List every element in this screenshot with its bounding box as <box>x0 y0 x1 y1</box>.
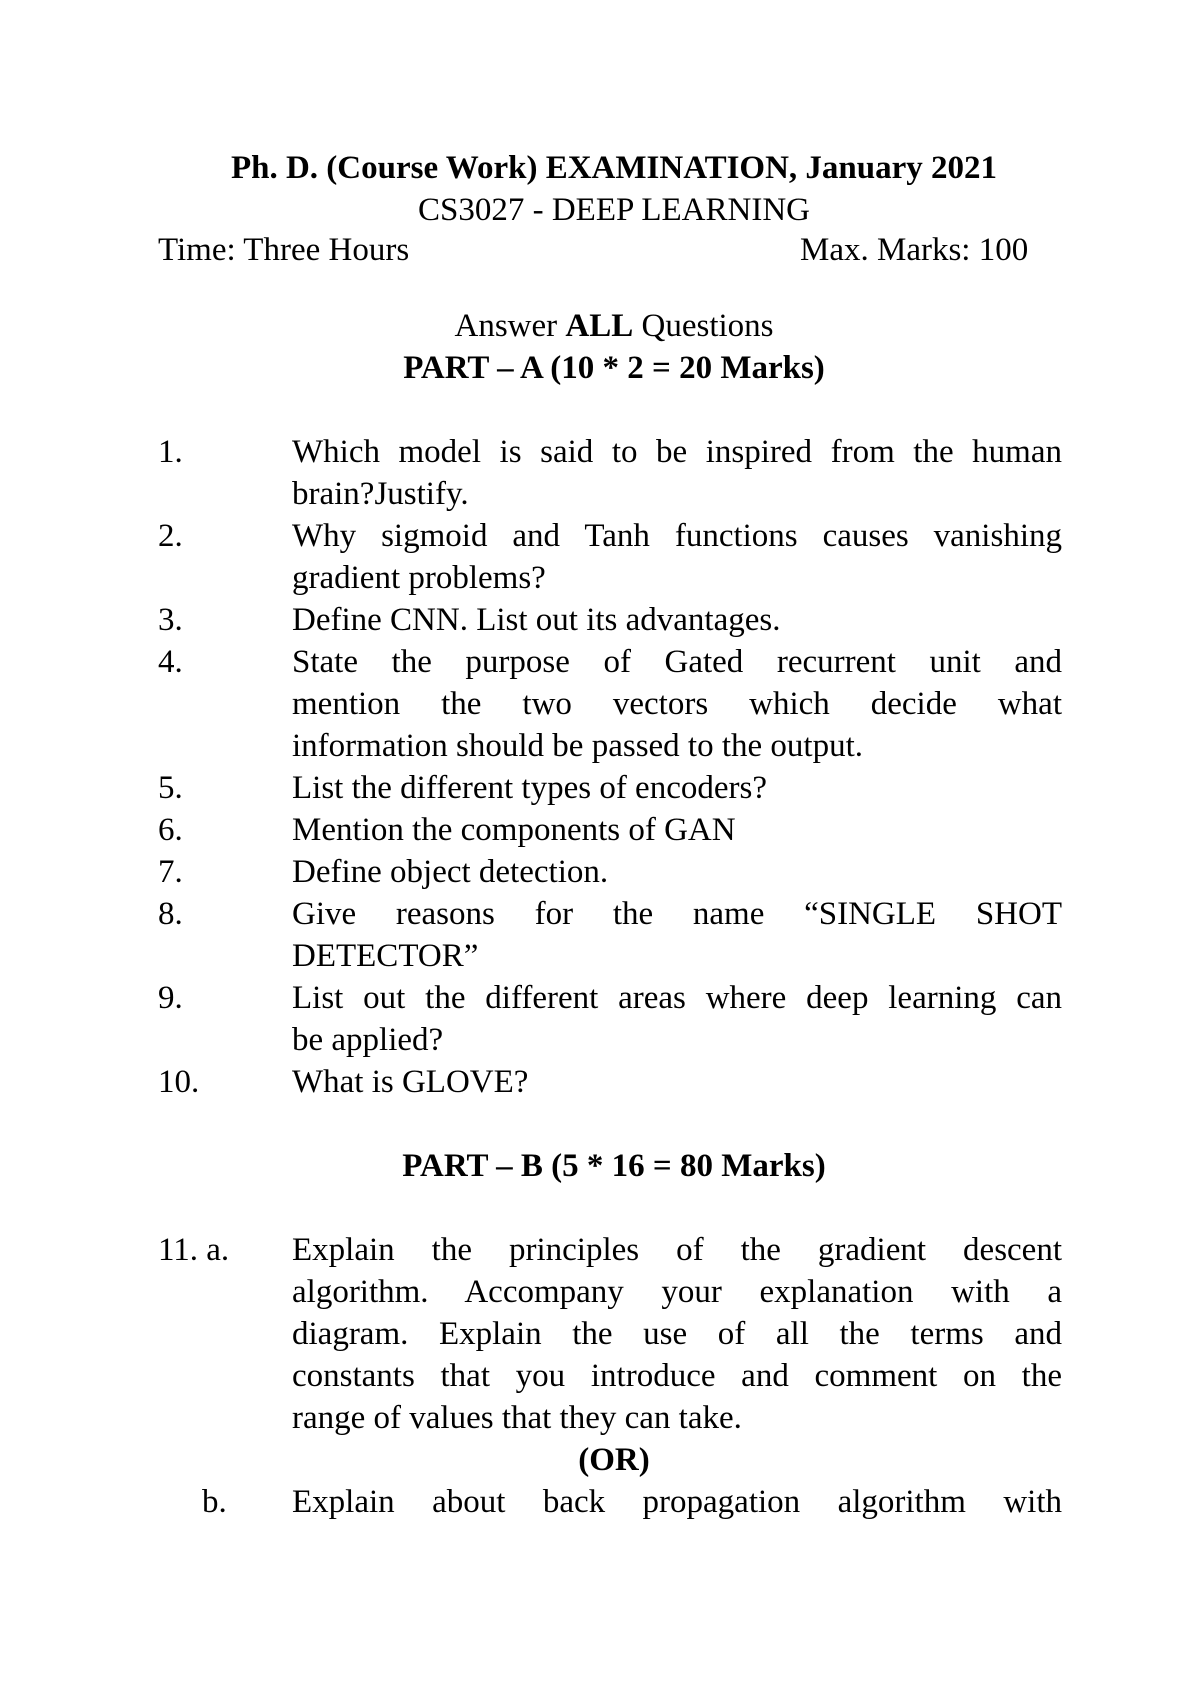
question-line: mention the two vectors which decide what <box>292 686 1062 722</box>
question-line: DETECTOR” <box>292 938 479 974</box>
question-text <box>292 977 1062 1061</box>
question-line: Define object detection. <box>292 854 609 890</box>
question-line: diagram. Explain the use of all the terms and <box>292 1316 1062 1352</box>
question-text <box>292 515 1062 599</box>
question-line: What is GLOVE? <box>292 1064 529 1100</box>
instruction-emphasis: ALL <box>565 308 634 344</box>
question-line: Explain the principles of the gradient descent <box>292 1232 1062 1268</box>
exam-title: Ph. D. (Course Work) EXAMINATION, January 2021 <box>230 150 998 186</box>
instruction-suffix: Questions <box>633 308 774 344</box>
question-line: algorithm. Accompany your explanation with a <box>292 1274 1062 1310</box>
instruction <box>0 306 1200 346</box>
question-line: Give reasons for the name “SINGLE SHOT <box>292 896 1062 932</box>
question-number: 3. <box>158 602 183 638</box>
question-line: gradient problems? <box>292 560 546 596</box>
question-text <box>292 1061 1062 1103</box>
question-line: List the different types of encoders? <box>292 770 767 806</box>
or-label: (OR) <box>578 1442 650 1478</box>
question-text <box>292 767 1062 809</box>
question-text <box>292 641 1062 767</box>
question-number: 7. <box>158 854 183 890</box>
question-text <box>292 851 1062 893</box>
exam-time: Time: Three Hours <box>158 232 410 268</box>
question-text <box>292 599 1062 641</box>
question-number: b. <box>202 1484 227 1520</box>
question-line: be applied? <box>292 1022 444 1058</box>
question-line: information should be passed to the output. <box>292 728 864 764</box>
instruction-prefix: Answer <box>454 308 566 344</box>
question-line: Define CNN. List out its advantages. <box>292 602 781 638</box>
question-line: brain?Justify. <box>292 476 469 512</box>
question-number: 2. <box>158 518 183 554</box>
question-number: 6. <box>158 812 183 848</box>
question-line: constants that you introduce and comment on the <box>292 1358 1062 1394</box>
course-title: CS3027 - DEEP LEARNING <box>417 192 811 228</box>
max-marks: Max. Marks: 100 <box>800 232 1029 268</box>
question-number: 4. <box>158 644 183 680</box>
part-b-heading: PART – B (5 * 16 = 80 Marks) <box>402 1148 826 1184</box>
question-line: List out the different areas where deep learning can <box>292 980 1062 1016</box>
question-number: 5. <box>158 770 183 806</box>
question-text <box>292 893 1062 977</box>
question-line: range of values that they can take. <box>292 1400 742 1436</box>
question-text <box>292 431 1062 515</box>
question-line: Which model is said to be inspired from the human <box>292 434 1062 470</box>
question-line: Mention the components of GAN <box>292 812 736 848</box>
question-line: State the purpose of Gated recurrent unit and <box>292 644 1062 680</box>
question-text <box>292 1481 1062 1523</box>
question-text <box>292 1229 1062 1439</box>
question-number: 11. a. <box>158 1232 230 1268</box>
part-a-heading: PART – A (10 * 2 = 20 Marks) <box>403 350 825 386</box>
question-line: Explain about back propagation algorithm with <box>292 1484 1062 1520</box>
question-number: 10. <box>158 1064 200 1100</box>
question-number: 1. <box>158 434 183 470</box>
question-text <box>292 809 1062 851</box>
question-number: 8. <box>158 896 183 932</box>
question-line: Why sigmoid and Tanh functions causes vanishing <box>292 518 1062 554</box>
question-number: 9. <box>158 980 183 1016</box>
